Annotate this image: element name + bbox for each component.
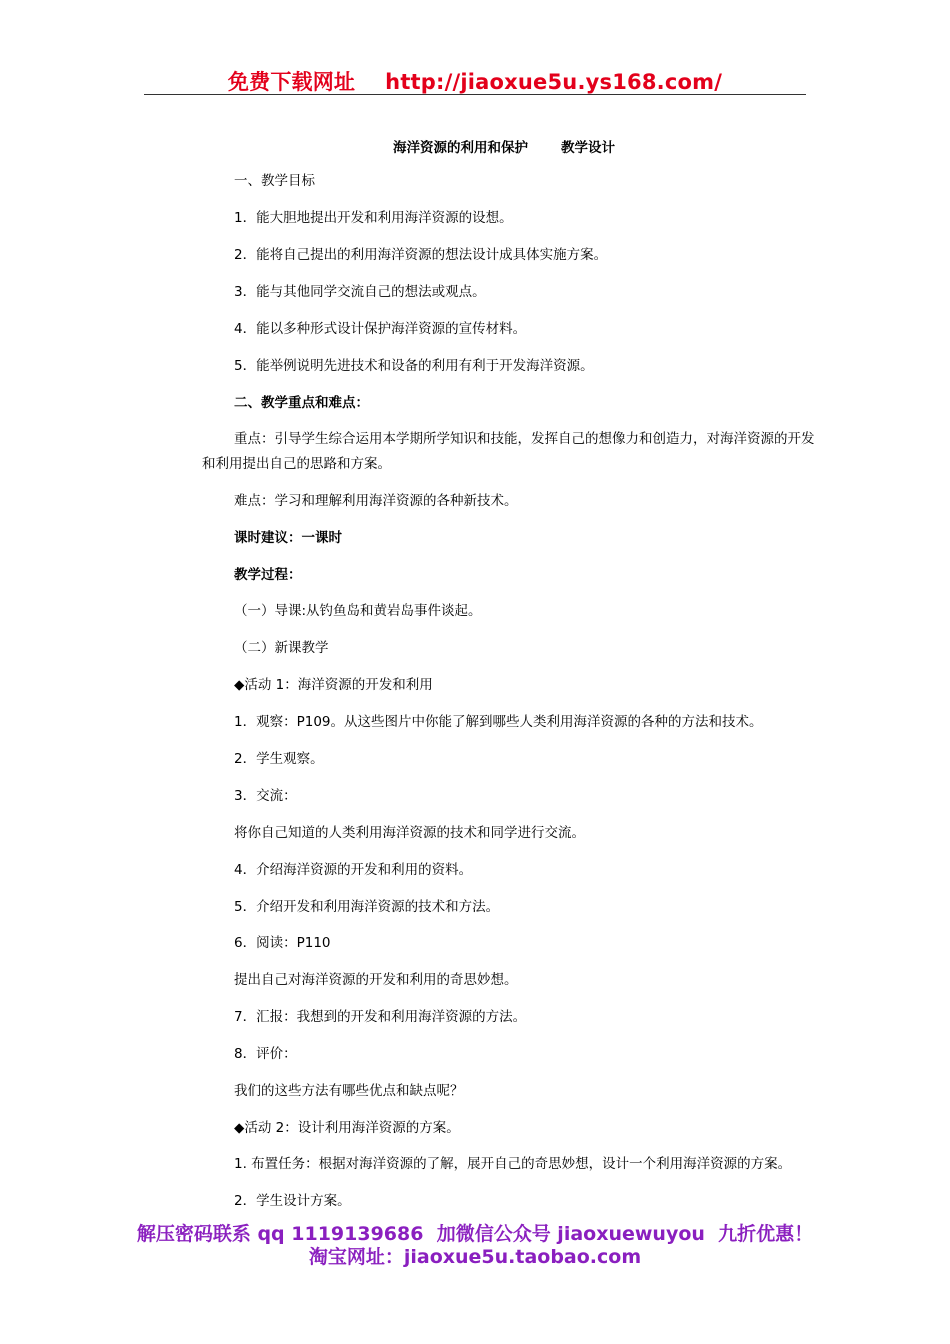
activity-step: 5．介绍开发和利用海洋资源的技术和方法。 [234,899,500,915]
process-step: （一）导课:从钓鱼岛和黄岩岛事件谈起。 [234,603,482,619]
footer-contact-line: 解压密码联系 qq 1119139686 加微信公众号 jiaoxuewuyou 九折优惠！ [136,1223,814,1245]
document-title: 海洋资源的利用和保护 教学设计 [393,140,615,156]
objective-item: 2．能将自己提出的利用海洋资源的想法设计成具体实施方案。 [234,247,608,263]
activity-step: 2．学生设计方案。 [234,1193,351,1209]
activity-step: 将你自己知道的人类利用海洋资源的技术和同学进行交流。 [234,825,585,841]
process-step: （二）新课教学 [234,640,329,656]
activity-step: 我们的这些方法有哪些优点和缺点呢？ [234,1083,464,1099]
header-divider [144,94,806,95]
activity-step: 8．评价： [234,1046,297,1062]
footer-shop-url: 淘宝网址：jiaoxue5u.taobao.com [308,1246,642,1268]
objective-item: 5．能举例说明先进技术和设备的利用有利于开发海洋资源。 [234,358,594,374]
activity-step: 4．介绍海洋资源的开发和利用的资料。 [234,862,473,878]
difficulty-paragraph: 难点：学习和理解利用海洋资源的各种新技术。 [234,493,518,509]
activity-heading: ◆活动 2：设计利用海洋资源的方案。 [234,1120,460,1136]
activity-step: 3．交流： [234,788,297,804]
activity-step: 2．学生观察。 [234,751,324,767]
section-heading-key-points: 二、教学重点和难点： [234,395,369,411]
class-hours-heading: 课时建议：一课时 [234,530,342,546]
activity-step: 6．阅读：P110 [234,935,331,951]
objective-item: 3．能与其他同学交流自己的想法或观点。 [234,284,486,300]
key-point-paragraph: 重点：引导学生综合运用本学期所学知识和技能，发挥自己的想像力和创造力，对海洋资源的开发和利用提出自己的思路和方案。 [202,431,815,472]
objective-item: 4．能以多种形式设计保护海洋资源的宣传材料。 [234,321,527,337]
teaching-process-heading: 教学过程： [234,567,302,583]
objective-item: 1．能大胆地提出开发和利用海洋资源的设想。 [234,210,513,226]
activity-step: 1．观察：P109。从这些图片中你能了解到哪些人类利用海洋资源的各种的方法和技术。 [234,714,763,730]
activity-step: 7．汇报：我想到的开发和利用海洋资源的方法。 [234,1009,527,1025]
activity-heading: ◆活动 1：海洋资源的开发和利用 [234,677,433,693]
activity-step: 提出自己对海洋资源的开发和利用的奇思妙想。 [234,972,518,988]
section-heading-objectives: 一、教学目标 [234,173,315,189]
download-url-banner: 免费下载网址 http://jiaoxue5u.ys168.com/ [227,70,723,94]
activity-step: 1. 布置任务：根据对海洋资源的了解，展开自己的奇思妙想，设计一个利用海洋资源的方案。 [234,1156,792,1172]
